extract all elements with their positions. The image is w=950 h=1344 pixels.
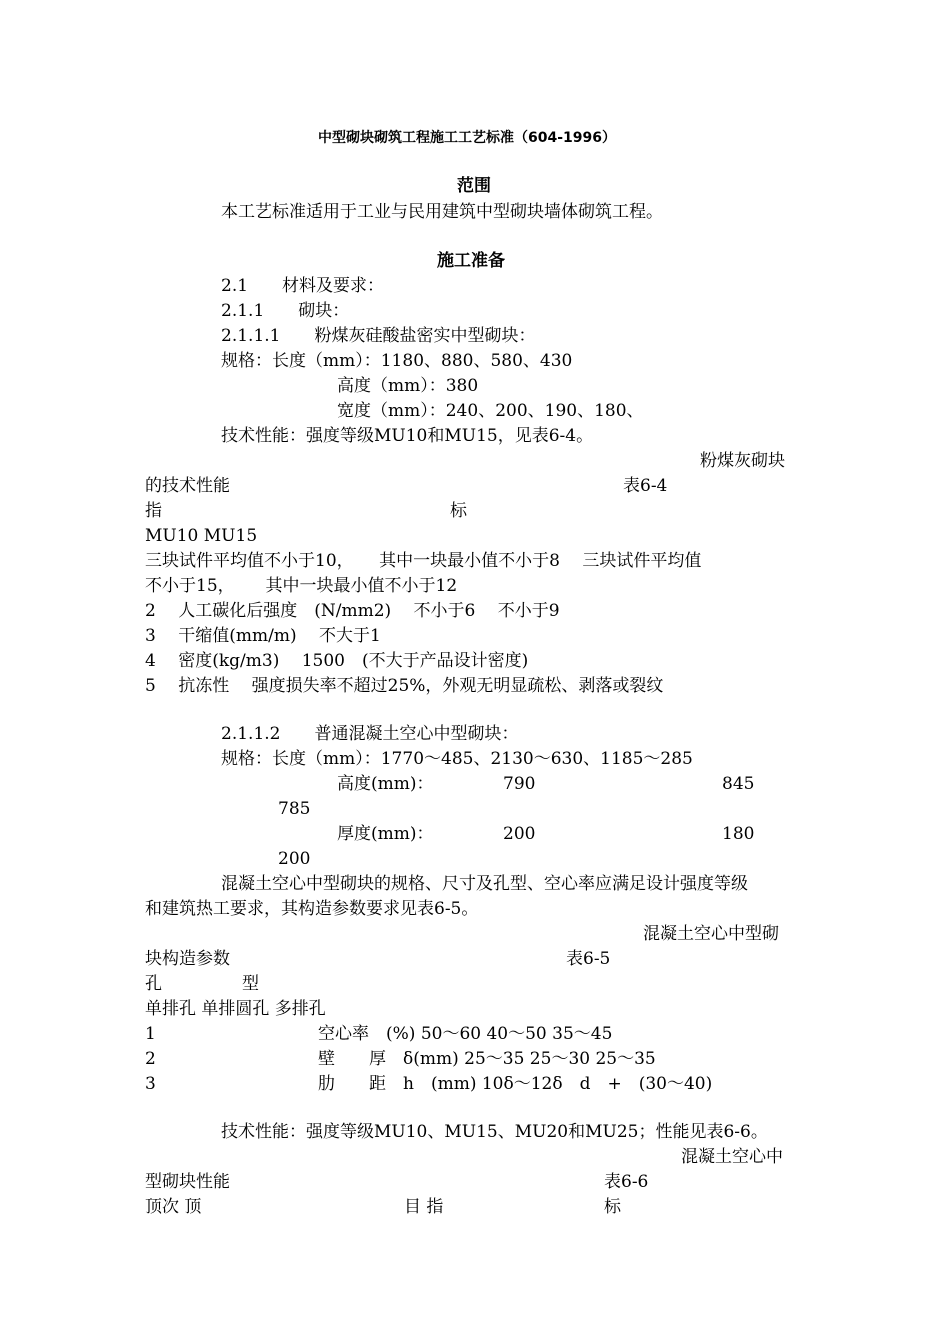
table-6-4-grades: MU10 MU15 bbox=[145, 526, 258, 546]
table-6-4-row-2: 2 人工碳化后强度 (N/mm2) 不小于6 不小于9 bbox=[145, 601, 560, 621]
tech-performance-2: 技术性能：强度等级MU10、MU15、MU20和MU25；性能见表6-6。 bbox=[221, 1122, 768, 1142]
table-6-5-header-kong: 孔 bbox=[145, 974, 162, 994]
scope-text: 本工艺标准适用于工业与民用建筑中型砌块墙体砌筑工程。 bbox=[221, 202, 663, 222]
table-6-5-row-1-number: 1 bbox=[145, 1024, 156, 1044]
table-6-4-row-3: 3 干缩值(mm/m) 不大于1 bbox=[145, 626, 381, 646]
spec2-height-value-3: 785 bbox=[278, 799, 311, 819]
section-heading-scope: 范围 bbox=[457, 176, 491, 196]
hollow-block-paragraph-a: 混凝土空心中型砌块的规格、尺寸及孔型、空心率应满足设计强度等级 bbox=[221, 874, 748, 894]
table-6-4-row-1a: 三块试件平均值不小于10， 其中一块最小值不小于8 三块试件平均值 bbox=[145, 551, 702, 571]
table-6-6-header-b: 目 指 bbox=[404, 1197, 444, 1217]
table-6-5-row-3: 肋 距 h (mm) 10δ～12δ d + (30～40) bbox=[318, 1074, 713, 1094]
spec2-height-value-1: 790 bbox=[503, 774, 536, 794]
table-6-6-caption-b: 型砌块性能 bbox=[145, 1172, 230, 1192]
table-6-4-header-biao: 标 bbox=[450, 501, 467, 521]
spec2-height-value-2: 845 bbox=[722, 774, 755, 794]
table-6-4-row-5: 5 抗冻性 强度损失率不超过25%，外观无明显疏松、剥落或裂纹 bbox=[145, 676, 664, 696]
spec2-length: 规格：长度（mm）：1770～485、2130～630、1185～285 bbox=[221, 749, 693, 769]
table-6-5-row-3-number: 3 bbox=[145, 1074, 156, 1094]
table-6-6-header-c: 标 bbox=[604, 1197, 621, 1217]
tech-performance-1: 技术性能：强度等级MU10和MU15，见表6-4。 bbox=[221, 426, 594, 446]
spec2-thickness-value-2: 180 bbox=[722, 824, 755, 844]
table-6-6-number: 表6-6 bbox=[604, 1172, 649, 1192]
table-6-5-hole-types: 单排孔 单排圆孔 多排孔 bbox=[145, 999, 326, 1019]
table-6-4-header-zhi: 指 bbox=[145, 501, 162, 521]
spec-height: 高度（mm）：380 bbox=[337, 376, 479, 396]
table-6-4-row-4: 4 密度(kg/m3) 1500 (不大于产品设计密度) bbox=[145, 651, 529, 671]
spec-length: 规格：长度（mm）：1180、880、580、430 bbox=[221, 351, 573, 371]
spec2-thickness-value-3: 200 bbox=[278, 849, 311, 869]
clause-2-1: 2.1 材料及要求： bbox=[221, 276, 385, 296]
table-6-5-number: 表6-5 bbox=[566, 949, 611, 969]
table-6-4-number: 表6-4 bbox=[623, 476, 668, 496]
hollow-block-paragraph-b: 和建筑热工要求，其构造参数要求见表6-5。 bbox=[145, 899, 479, 919]
document-title: 中型砌块砌筑工程施工工艺标准（604-1996） bbox=[318, 130, 616, 146]
table-6-6-caption-a: 混凝土空心中 bbox=[681, 1147, 783, 1167]
table-6-5-row-2: 壁 厚 δ(mm) 25～35 25～30 25～35 bbox=[318, 1049, 656, 1069]
clause-2-1-1-2: 2.1.1.2 普通混凝土空心中型砌块： bbox=[221, 724, 519, 744]
table-6-6-header-a: 顶次 顶 bbox=[145, 1197, 202, 1217]
section-heading-preparation: 施工准备 bbox=[437, 251, 505, 271]
table-6-5-row-1: 空心率 (%) 50～60 40～50 35～45 bbox=[318, 1024, 613, 1044]
clause-2-1-1: 2.1.1 砌块： bbox=[221, 301, 350, 321]
table-6-5-caption-b: 块构造参数 bbox=[145, 949, 230, 969]
table-6-5-caption-a: 混凝土空心中型砌 bbox=[643, 924, 779, 944]
spec2-thickness-label: 厚度(mm)： bbox=[337, 824, 434, 844]
clause-2-1-1-1: 2.1.1.1 粉煤灰硅酸盐密实中型砌块： bbox=[221, 326, 536, 346]
table-6-5-row-2-number: 2 bbox=[145, 1049, 156, 1069]
spec2-height-label: 高度(mm)： bbox=[337, 774, 434, 794]
table-6-4-row-1b: 不小于15， 其中一块最小值不小于12 bbox=[145, 576, 458, 596]
table-6-4-caption-a: 粉煤灰砌块 bbox=[700, 451, 785, 471]
spec2-thickness-value-1: 200 bbox=[503, 824, 536, 844]
table-6-4-caption-b: 的技术性能 bbox=[145, 476, 230, 496]
table-6-5-header-xing: 型 bbox=[242, 974, 259, 994]
spec-width: 宽度（mm）：240、200、190、180、 bbox=[337, 401, 644, 421]
